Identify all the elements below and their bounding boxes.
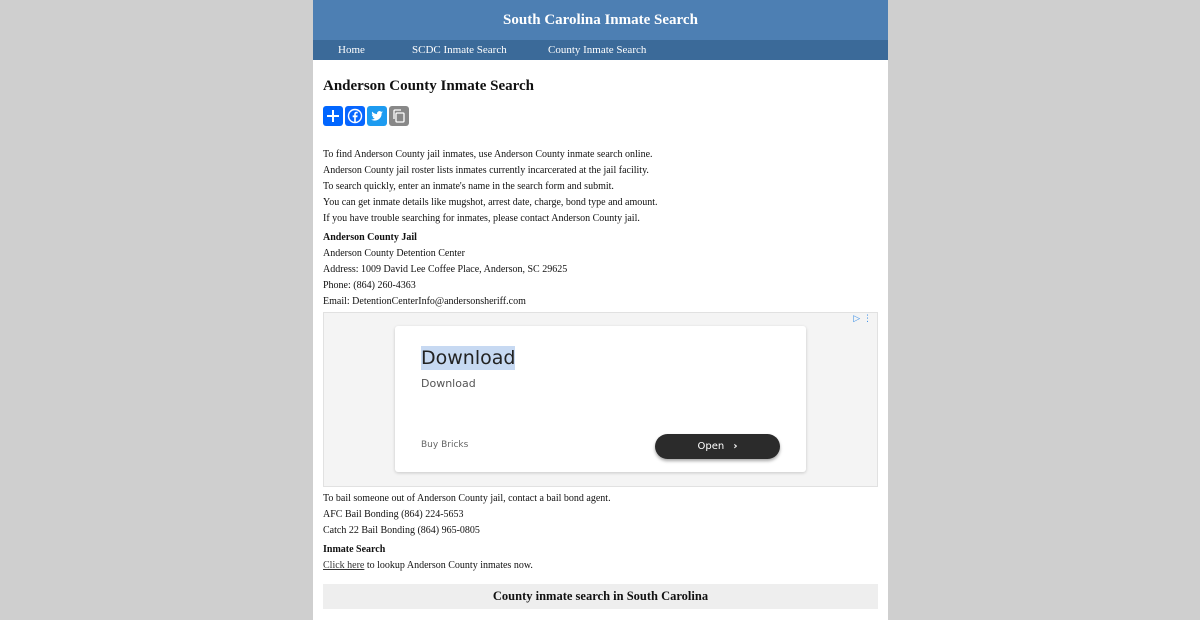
inmate-search-line xyxy=(323,558,878,574)
intro-line: You can get inmate details like mugshot, arrest date, charge, bond type and amount. xyxy=(323,197,658,208)
ad-title[interactable]: Download xyxy=(421,347,516,369)
jail-name: Anderson County Detention Center xyxy=(323,248,465,259)
main-content xyxy=(313,60,888,609)
site-header xyxy=(313,0,888,40)
nav-item-county-inmate-search[interactable]: County Inmate Search xyxy=(548,44,647,56)
copy-link-icon[interactable] xyxy=(389,106,409,126)
plus-share-icon[interactable] xyxy=(323,106,343,126)
advertisement[interactable] xyxy=(323,312,878,487)
intro-line: To find Anderson County jail inmates, use Anderson County inmate search online. xyxy=(323,149,653,160)
nav-bar xyxy=(313,40,888,60)
ad-open-button[interactable] xyxy=(655,434,780,459)
bail-line: AFC Bail Bonding (864) 224-5653 xyxy=(323,509,464,520)
facebook-icon[interactable] xyxy=(345,106,365,126)
ad-choices-icon[interactable]: ▷ ⋮ xyxy=(853,314,872,324)
bail-line: Catch 22 Bail Bonding (864) 965-0805 xyxy=(323,525,480,536)
ad-subtitle: Download xyxy=(421,377,476,390)
jail-heading: Anderson County Jail xyxy=(323,232,417,243)
nav-item-scdc-inmate-search[interactable]: SCDC Inmate Search xyxy=(412,44,507,56)
jail-address: Address: 1009 David Lee Coffee Place, Anderson, SC 29625 xyxy=(323,264,568,275)
inmate-search-text: to lookup Anderson County inmates now. xyxy=(364,560,533,571)
ad-brand: Buy Bricks xyxy=(421,440,469,450)
nav-item-home[interactable]: Home xyxy=(338,44,365,56)
jail-phone: Phone: (864) 260-4363 xyxy=(323,280,416,291)
share-bar xyxy=(323,106,878,126)
ad-open-label: Open xyxy=(697,441,725,452)
click-here-link[interactable]: Click here xyxy=(323,560,365,571)
site-title[interactable]: South Carolina Inmate Search xyxy=(503,12,698,28)
intro-line: If you have trouble searching for inmates, please contact Anderson County jail. xyxy=(323,213,640,224)
ad-card[interactable] xyxy=(395,326,806,472)
page-container xyxy=(313,0,888,620)
intro-text xyxy=(323,147,878,227)
county-search-heading: County inmate search in South Carolina xyxy=(323,584,878,609)
intro-line: To search quickly, enter an inmate's name in the search form and submit. xyxy=(323,181,614,192)
inmate-search-section xyxy=(323,542,878,574)
bail-info xyxy=(323,491,878,539)
chevron-right-icon: › xyxy=(733,441,738,452)
page-title: Anderson County Inmate Search xyxy=(323,78,534,94)
inmate-search-heading: Inmate Search xyxy=(323,544,386,555)
jail-email: Email: DetentionCenterInfo@andersonsheriff.com xyxy=(323,296,526,307)
bail-line: To bail someone out of Anderson County jail, contact a bail bond agent. xyxy=(323,493,611,504)
twitter-icon[interactable] xyxy=(367,106,387,126)
intro-line: Anderson County jail roster lists inmates currently incarcerated at the jail facility. xyxy=(323,165,649,176)
jail-info xyxy=(323,230,878,310)
